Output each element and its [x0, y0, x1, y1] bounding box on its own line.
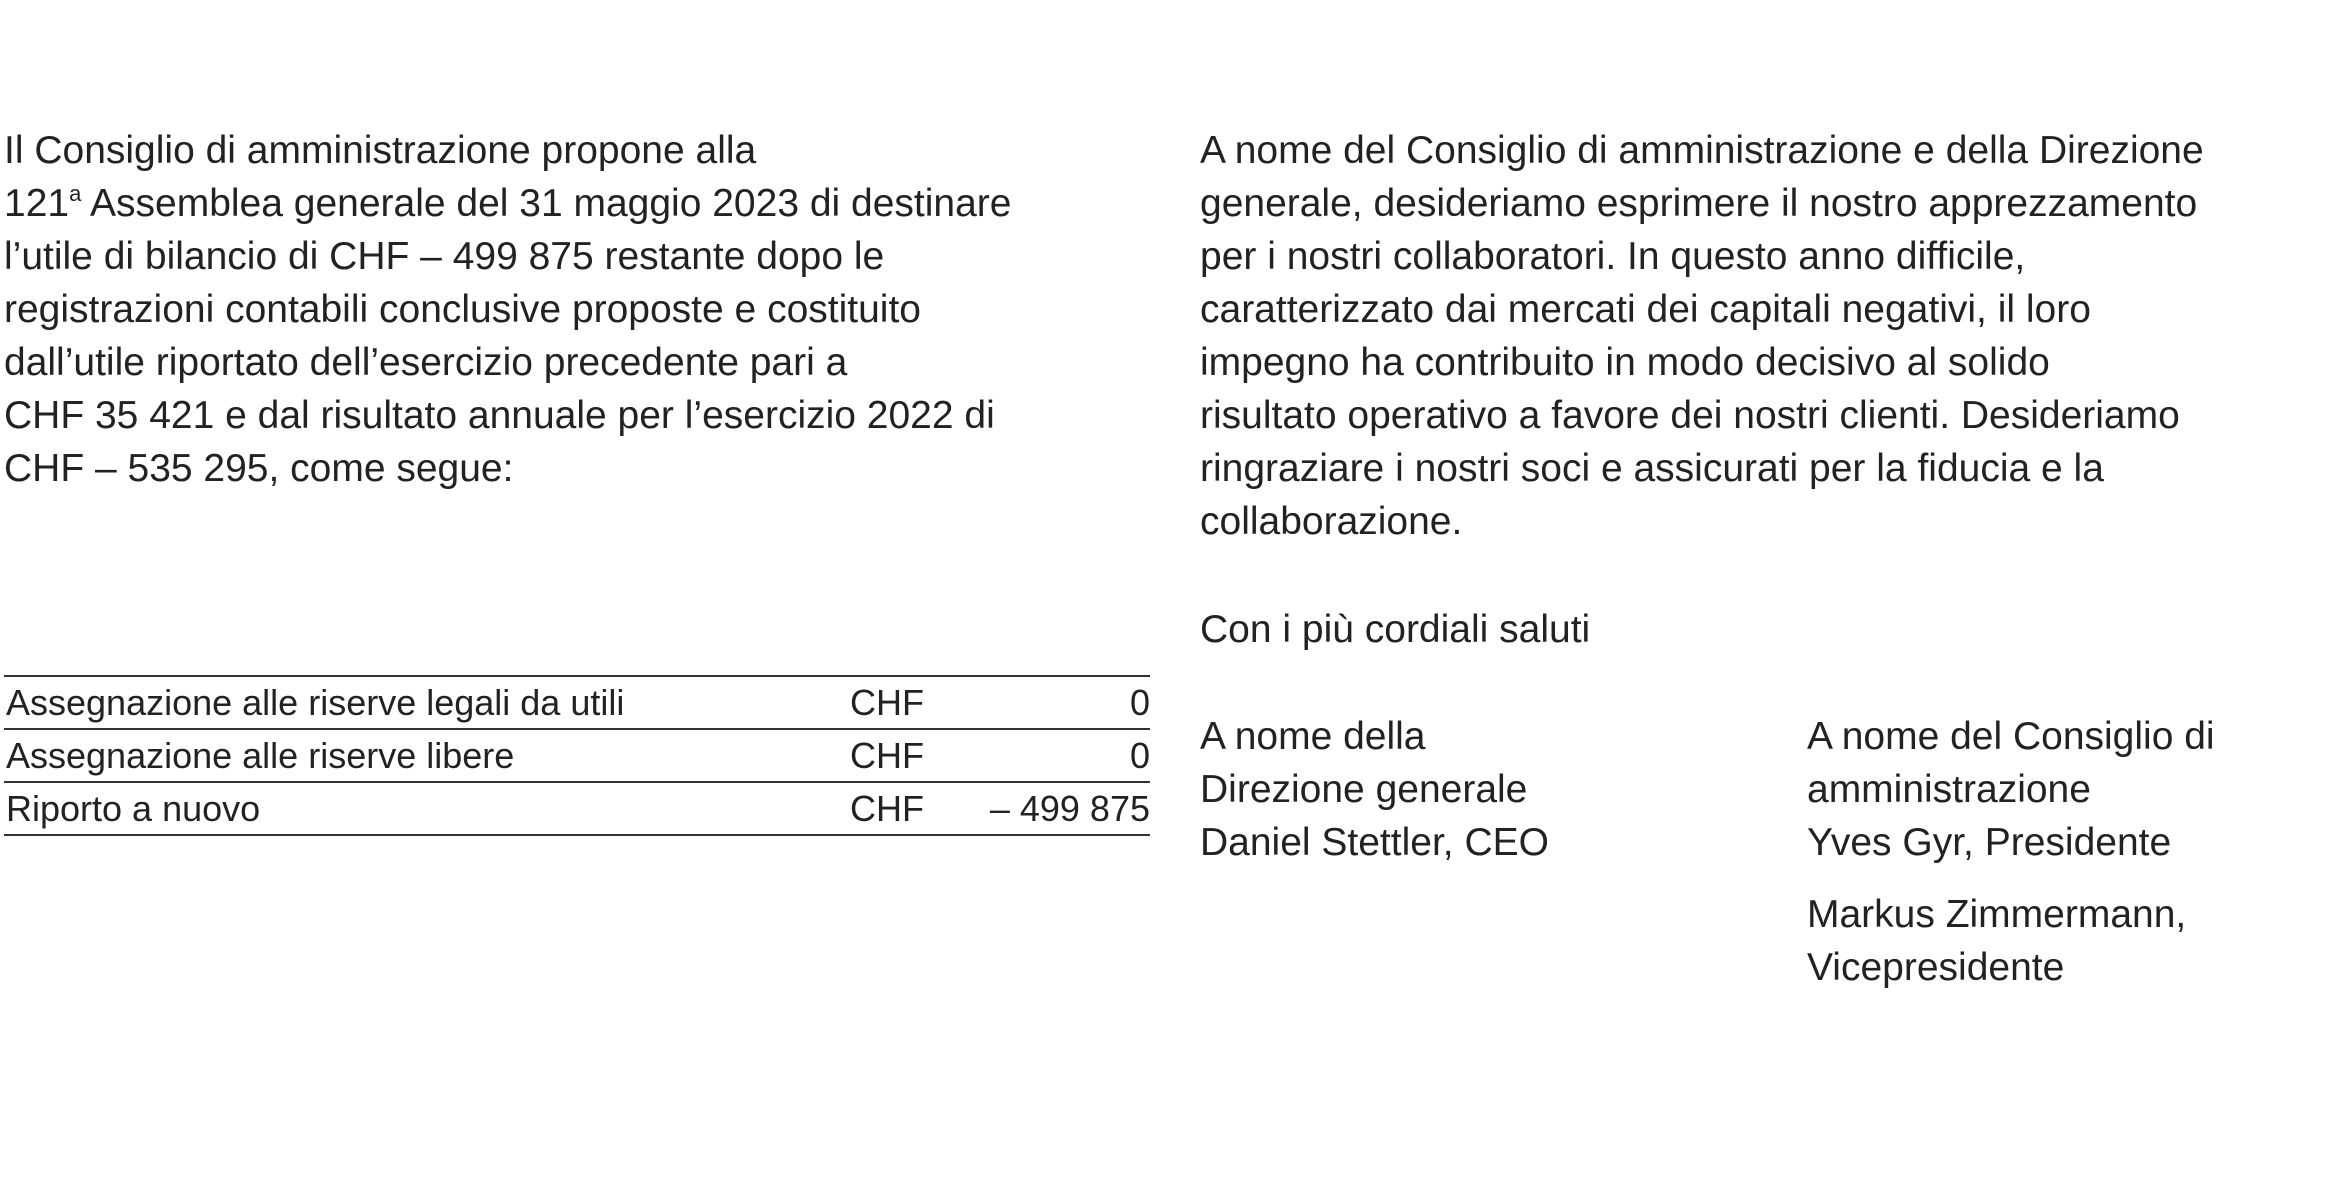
table-row [4, 677, 1150, 730]
acknowledgement-line: risultato operativo a favore dei nostri clienti. Desideriamo [1200, 394, 2180, 437]
acknowledgement-paragraph [1200, 124, 2330, 548]
acknowledgement-line: collaborazione. [1200, 500, 1463, 543]
proposal-paragraph [4, 124, 1154, 495]
proposal-line: dall’utile riportato dell’esercizio precedente pari a [4, 341, 848, 384]
signatory-name: Yves Gyr, Presidente [1807, 821, 2172, 864]
proposal-line-with-ordinal [4, 177, 1154, 230]
signature-line: Direzione generale [1200, 768, 1528, 811]
allocation-amount: – 499 875 [989, 787, 1150, 829]
acknowledgement-line: ringraziare i nostri soci e assicurati per la fiducia e la [1200, 447, 2104, 490]
second-signatory [1807, 888, 2330, 994]
signature-management [1200, 710, 1760, 869]
table-row [4, 730, 1150, 783]
allocation-currency: CHF [850, 787, 924, 829]
proposal-line: CHF 35 421 e dal risultato annuale per l’esercizio 2022 di [4, 394, 995, 437]
allocation-amount: 0 [1129, 734, 1150, 776]
assembly-number: 121 [4, 182, 70, 225]
allocation-label: Riporto a nuovo [6, 787, 261, 829]
allocation-currency: CHF [850, 681, 924, 723]
signatory-title: Vicepresidente [1807, 946, 2065, 989]
signatory-name: Daniel Stettler, CEO [1200, 821, 1549, 864]
acknowledgement-line: A nome del Consiglio di amministrazione e della Direzione [1200, 129, 2204, 172]
proposal-line: Il Consiglio di amministrazione propone alla [4, 129, 757, 172]
signature-line: amministrazione [1807, 768, 2091, 811]
signature-board [1807, 710, 2330, 994]
acknowledgement-line: generale, desideriamo esprimere il nostro apprezzamento [1200, 182, 2198, 225]
acknowledgement-line: caratterizzato dai mercati dei capitali negativi, il loro [1200, 288, 2091, 331]
acknowledgement-column [1200, 124, 2330, 989]
proposal-line: registrazioni contabili conclusive proposte e costituito [4, 288, 921, 331]
signature-line: A nome del Consiglio di [1807, 715, 2215, 758]
allocation-label: Assegnazione alle riserve libere [6, 734, 515, 776]
allocation-table [4, 675, 1150, 836]
proposal-line: l’utile di bilancio di CHF – 499 875 restante dopo le [4, 235, 885, 278]
acknowledgement-line: impegno ha contribuito in modo decisivo al solido [1200, 341, 2050, 384]
allocation-label: Assegnazione alle riserve legali da utili [6, 681, 625, 723]
signature-line: A nome della [1200, 715, 1426, 758]
ordinal-suffix: a [69, 181, 82, 206]
signatory-name: Markus Zimmermann, [1807, 893, 2187, 936]
allocation-amount: 0 [1129, 681, 1150, 723]
closing-salutation: Con i più cordiali saluti [1200, 608, 1591, 651]
proposal-line: CHF – 535 295, come segue: [4, 447, 514, 490]
allocation-currency: CHF [850, 734, 924, 776]
table-row [4, 783, 1150, 836]
acknowledgement-line: per i nostri collaboratori. In questo anno difficile, [1200, 235, 2026, 278]
proposal-column [4, 124, 1154, 829]
proposal-line: Assemblea generale del 31 maggio 2023 di destinare [90, 182, 1012, 225]
